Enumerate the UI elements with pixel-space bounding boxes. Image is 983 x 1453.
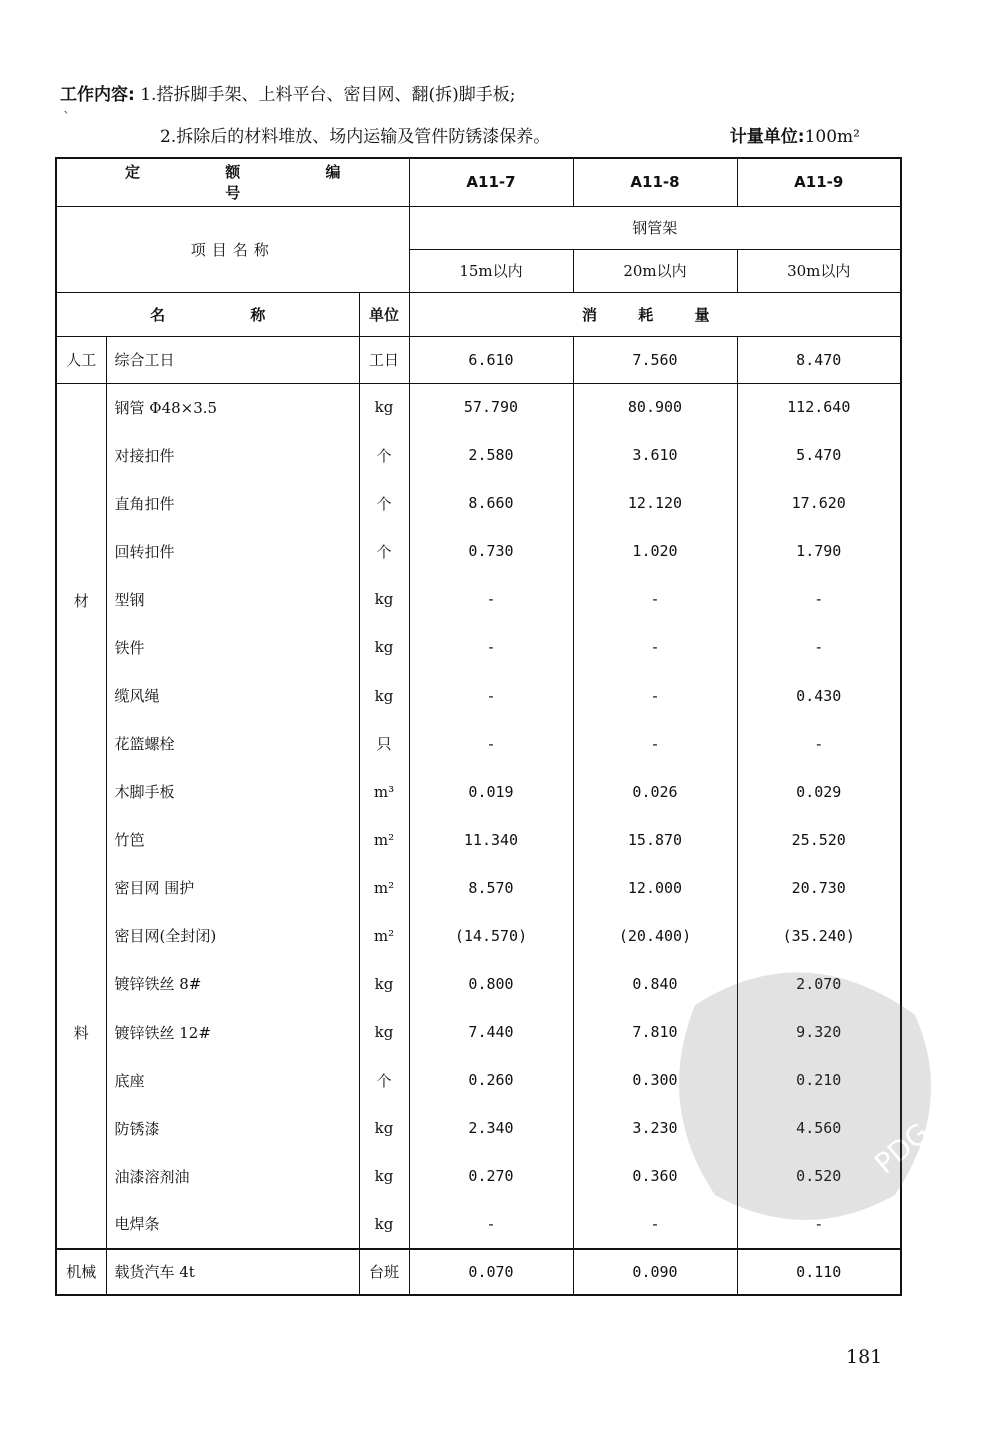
material-value-2: -	[573, 671, 737, 719]
scan-speck: `	[63, 110, 70, 126]
material-value-2: 12.000	[573, 864, 737, 912]
column-header-row	[56, 292, 901, 336]
subhead-20m: 20m以内	[573, 249, 737, 292]
work-content-item-1: 1.搭拆脚手架、上料平台、密目网、翻(拆)脚手板;	[140, 85, 516, 105]
material-row	[56, 1200, 901, 1248]
group-label: 钢管架	[409, 206, 901, 249]
material-unit: kg	[359, 1152, 409, 1200]
labor-category: 人工	[56, 336, 106, 383]
material-value-3: 2.070	[737, 960, 901, 1008]
material-row	[56, 912, 901, 960]
material-row	[56, 960, 901, 1008]
machinery-value-1: 0.070	[409, 1249, 573, 1295]
material-name: 油漆溶剂油	[106, 1152, 359, 1200]
material-value-3: 1.790	[737, 527, 901, 575]
material-row	[56, 1104, 901, 1152]
material-value-1: 0.270	[409, 1152, 573, 1200]
material-unit: m²	[359, 864, 409, 912]
material-row	[56, 720, 901, 768]
material-value-1: 57.790	[409, 383, 573, 431]
material-name: 底座	[106, 1056, 359, 1104]
material-row	[56, 431, 901, 479]
material-value-2: -	[573, 1200, 737, 1248]
material-value-2: (20.400)	[573, 912, 737, 960]
material-name: 木脚手板	[106, 768, 359, 816]
material-value-2: -	[573, 720, 737, 768]
quota-code-row	[56, 158, 901, 206]
material-name: 密目网 围护	[106, 864, 359, 912]
code-a11-9: A11-9	[737, 158, 901, 206]
subhead-30m: 30m以内	[737, 249, 901, 292]
labor-value-3: 8.470	[737, 336, 901, 383]
labor-row	[56, 336, 901, 383]
material-value-3: 20.730	[737, 864, 901, 912]
material-name: 直角扣件	[106, 479, 359, 527]
material-name: 竹笆	[106, 816, 359, 864]
material-unit: m²	[359, 912, 409, 960]
measurement-unit	[730, 122, 860, 147]
material-value-2: -	[573, 575, 737, 623]
material-name: 密目网(全封闭)	[106, 912, 359, 960]
material-value-1: -	[409, 720, 573, 768]
labor-value-1: 6.610	[409, 336, 573, 383]
material-value-3: 0.029	[737, 768, 901, 816]
item-name-label: 项目名称	[56, 206, 409, 292]
watermark-text: PDG	[868, 1116, 936, 1181]
material-row	[56, 671, 901, 719]
work-content-item-2: 2.拆除后的材料堆放、场内运输及管件防锈漆保养。	[160, 127, 551, 147]
material-value-1: 8.660	[409, 479, 573, 527]
quota-table	[55, 157, 902, 1296]
material-value-1: 7.440	[409, 1008, 573, 1056]
material-row	[56, 816, 901, 864]
material-value-1: 11.340	[409, 816, 573, 864]
material-value-2: 15.870	[573, 816, 737, 864]
material-value-2: -	[573, 623, 737, 671]
material-value-3: -	[737, 720, 901, 768]
material-value-2: 12.120	[573, 479, 737, 527]
material-value-2: 7.810	[573, 1008, 737, 1056]
material-row	[56, 383, 901, 431]
work-content-line-1	[60, 80, 515, 105]
material-value-2: 80.900	[573, 383, 737, 431]
subhead-15m: 15m以内	[409, 249, 573, 292]
material-value-3: 0.210	[737, 1056, 901, 1104]
material-value-3: 25.520	[737, 816, 901, 864]
material-value-3: 5.470	[737, 431, 901, 479]
material-unit: 个	[359, 431, 409, 479]
material-name: 花篮螺栓	[106, 720, 359, 768]
material-value-2: 0.026	[573, 768, 737, 816]
unit-column-label: 单位	[359, 292, 409, 336]
material-value-3: -	[737, 623, 901, 671]
material-unit: 个	[359, 1056, 409, 1104]
material-unit: 个	[359, 479, 409, 527]
material-value-2: 0.300	[573, 1056, 737, 1104]
material-value-3: 4.560	[737, 1104, 901, 1152]
material-value-1: 8.570	[409, 864, 573, 912]
name-column-label: 名 称	[56, 292, 359, 336]
material-name: 铁件	[106, 623, 359, 671]
measurement-unit-value: 100m²	[804, 127, 860, 147]
material-value-3: 0.430	[737, 671, 901, 719]
work-content-label: 工作内容:	[60, 85, 135, 105]
material-row	[56, 1152, 901, 1200]
material-unit: 只	[359, 720, 409, 768]
page-number: 181	[846, 1346, 883, 1368]
material-value-1: (14.570)	[409, 912, 573, 960]
material-unit: 个	[359, 527, 409, 575]
material-value-2: 0.840	[573, 960, 737, 1008]
material-category-bottom: 料	[73, 1023, 89, 1042]
material-row	[56, 479, 901, 527]
material-row	[56, 768, 901, 816]
machinery-row	[56, 1249, 901, 1295]
material-value-3: 112.640	[737, 383, 901, 431]
material-unit: kg	[359, 1200, 409, 1248]
material-name: 钢管 Φ48×3.5	[106, 383, 359, 431]
material-unit: kg	[359, 383, 409, 431]
material-name: 缆风绳	[106, 671, 359, 719]
labor-unit: 工日	[359, 336, 409, 383]
material-value-1: 0.019	[409, 768, 573, 816]
code-a11-8: A11-8	[573, 158, 737, 206]
material-unit: kg	[359, 575, 409, 623]
material-name: 回转扣件	[106, 527, 359, 575]
material-row	[56, 527, 901, 575]
machinery-value-3: 0.110	[737, 1249, 901, 1295]
material-value-1: -	[409, 671, 573, 719]
material-unit: kg	[359, 623, 409, 671]
material-value-3: -	[737, 575, 901, 623]
material-name: 镀锌铁丝 8#	[106, 960, 359, 1008]
material-value-1: 0.800	[409, 960, 573, 1008]
material-name: 对接扣件	[106, 431, 359, 479]
machinery-name: 载货汽车 4t	[106, 1249, 359, 1295]
material-unit: m²	[359, 816, 409, 864]
machinery-category: 机械	[56, 1249, 106, 1295]
material-value-2: 0.360	[573, 1152, 737, 1200]
material-name: 镀锌铁丝 12#	[106, 1008, 359, 1056]
material-value-1: -	[409, 575, 573, 623]
material-value-1: 0.260	[409, 1056, 573, 1104]
material-value-1: 2.580	[409, 431, 573, 479]
material-unit: kg	[359, 960, 409, 1008]
material-value-3: (35.240)	[737, 912, 901, 960]
material-unit: kg	[359, 1104, 409, 1152]
material-value-3: -	[737, 1200, 901, 1248]
measurement-unit-label: 计量单位:	[729, 127, 805, 147]
material-value-2: 1.020	[573, 527, 737, 575]
material-value-1: 0.730	[409, 527, 573, 575]
material-category	[56, 383, 106, 1249]
material-value-2: 3.610	[573, 431, 737, 479]
material-name: 电焊条	[106, 1200, 359, 1248]
material-row	[56, 1056, 901, 1104]
quota-code-label: 定 额 编 号	[56, 158, 409, 206]
work-content-line-2	[160, 122, 550, 147]
material-value-1: 2.340	[409, 1104, 573, 1152]
material-value-3: 0.520	[737, 1152, 901, 1200]
material-name: 防锈漆	[106, 1104, 359, 1152]
machinery-value-2: 0.090	[573, 1249, 737, 1295]
consumption-label: 消 耗 量	[409, 292, 901, 336]
material-value-1: -	[409, 623, 573, 671]
labor-value-2: 7.560	[573, 336, 737, 383]
labor-name: 综合工日	[106, 336, 359, 383]
machinery-unit: 台班	[359, 1249, 409, 1295]
material-value-1: -	[409, 1200, 573, 1248]
material-row	[56, 1008, 901, 1056]
material-value-3: 9.320	[737, 1008, 901, 1056]
material-unit: kg	[359, 1008, 409, 1056]
material-row	[56, 864, 901, 912]
code-a11-7: A11-7	[409, 158, 573, 206]
material-row	[56, 623, 901, 671]
material-name: 型钢	[106, 575, 359, 623]
item-group-row	[56, 206, 901, 249]
material-row	[56, 575, 901, 623]
material-unit: m³	[359, 768, 409, 816]
material-value-2: 3.230	[573, 1104, 737, 1152]
material-unit: kg	[359, 671, 409, 719]
material-value-3: 17.620	[737, 479, 901, 527]
material-category-top: 材	[73, 591, 89, 610]
